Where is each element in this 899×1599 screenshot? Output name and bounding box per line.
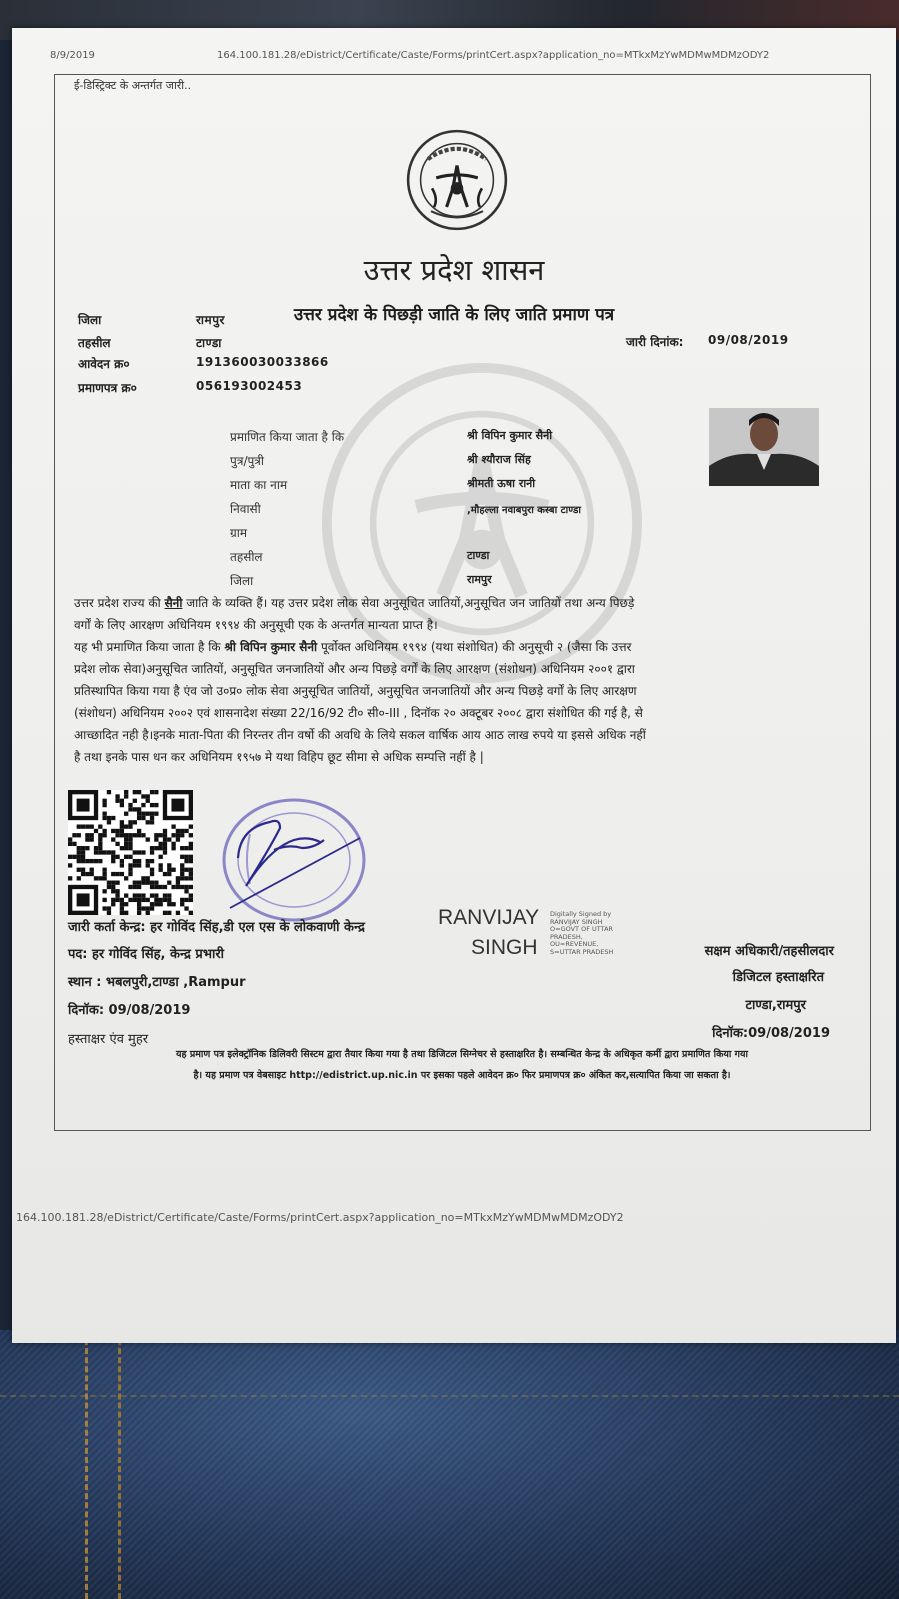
applicant-name: श्री विपिन कुमार सैनी: [224, 640, 318, 654]
certificate-subtitle: उत्तर प्रदेश के पिछड़ी जाति के लिए जाति प्रमाण पत्र: [293, 305, 615, 325]
para2-text: (संशोधन) अधिनियम २००२ एवं शासनादेश संख्या 22/16/92 टी० सी०-III , दिनॉक २० अक्टूबर २००८ द्वारा संशोधित की गई है, से: [74, 706, 643, 720]
field-value-district: रामपुर: [467, 573, 492, 586]
field-label: निवासी: [230, 502, 261, 516]
para1-text: जाति के व्यक्ति हैं। यह उत्तर प्रदेश लोक सेवा अनुसूचित जातियों,अनुसूचित जन जातियों तथा अन्य पिछड़े: [182, 596, 635, 610]
issuer-post: पद: हर गोविंद सिंह, केन्द्र प्रभारी: [68, 947, 225, 962]
field-label: जिला: [230, 574, 254, 588]
field-label: ग्राम: [230, 526, 248, 540]
certificate-number: 056193002453: [196, 379, 303, 393]
field-value-mother: श्रीमती ऊषा रानी: [467, 477, 536, 490]
qr-code-icon: [68, 790, 193, 915]
para2-text: प्रदेश लोक सेवा)अनुसूचित जातियों, अनुसूचित जनजातियों और अन्य पिछड़े वर्गों के लिए आरक्षण (संशोधन) अधिनियम २००१ द्वारा: [74, 662, 635, 676]
para2-text: प्रतिस्थापित किया गया है एंव जो उ०प्र० लोक सेवा अनुसूचित जातियों, अनुसूचित जनजातियों और अन्य पिछड़े वर्गों के लिए आरक्षण: [74, 684, 637, 698]
certification-paragraph-2: [74, 636, 849, 768]
tehsil-label: तहसील: [78, 336, 111, 350]
background-jeans: [0, 1330, 899, 1599]
footer-note-line: यह प्रमाण पत्र इलेक्ट्रॉनिक डिलिवरी सिस्टम द्वारा तैयार किया गया है तथा डिजिटल सिग्नेचर से हस्ताक्षरित है। सम्बन्धित केन्द्र के अधिकृत कर्मी द्वारा प्रमाणित किया गया: [175, 1049, 748, 1060]
digsig-line: RANVIJAY SINGH: [550, 917, 603, 926]
field-value-name: श्री विपिन कुमार सैनी: [467, 429, 553, 442]
issuing-centre: जारी कर्ता केन्द्र: हर गोविंद सिंह,डी एल एस के लोकवाणी केन्द्र: [68, 920, 365, 935]
footer-note: [62, 1044, 862, 1086]
digsig-line: O=GOVT OF UTTAR: [550, 925, 614, 933]
official-stamp-icon: [210, 788, 370, 928]
district-label: जिला: [78, 313, 102, 327]
jeans-seam: [85, 1330, 121, 1599]
authority-place: टाण्डा,रामपुर: [745, 998, 806, 1013]
issued-under-text: ई-डिस्ट्रिक्ट के अन्तर्गत जारी..: [74, 79, 192, 92]
certificate-label: प्रमाणपत्र क्र०: [78, 381, 137, 395]
signer-name-line2: SINGH: [471, 936, 538, 959]
application-label: आवेदन क्र०: [78, 357, 130, 371]
digsig-line: OU=REVENUE,: [550, 940, 599, 948]
field-value-tehsil: टाण्डा: [467, 549, 490, 562]
application-number: 191360030033866: [196, 355, 329, 369]
issue-date-label: जारी दिनांक:: [626, 335, 684, 349]
jeans-stitch: [0, 1395, 899, 1397]
field-label: तहसील: [230, 550, 263, 564]
para1-text: उत्तर प्रदेश राज्य की: [74, 596, 165, 610]
district-value: रामपुर: [196, 313, 225, 327]
para1-text: वर्गों के लिए आरक्षण अधिनियम १९९४ की अनुसूची एक के अन्तर्गत मान्यता प्राप्त है।: [74, 618, 438, 632]
para2-text: है तथा इनके पास धन कर अधिनियम १९५७ मे यथा विहिप छूट सीमा से अधिक सम्पत्ति नहीं है |: [74, 750, 484, 764]
applicant-photo: [709, 408, 819, 486]
signature-seal-label: हस्ताक्षर एंव मुहर: [68, 1032, 149, 1047]
authority-digital: डिजिटल हस्ताक्षरित: [732, 970, 824, 985]
issue-date-value: 09/08/2019: [708, 333, 789, 347]
government-title: उत्तर प्रदेश शासन: [363, 253, 545, 287]
footer-note-line: है। यह प्रमाण पत्र वेबसाइट http://edistrict.up.nic.in पर इसका पहले आवेदन क्र० फिर प्रमाणपत्र क्र० अंकित कर,सत्यापित किया जा सकता है।: [193, 1070, 731, 1081]
certificate-page: [12, 28, 896, 1343]
caste-name: सैनी: [164, 596, 183, 610]
certification-paragraph-1: [74, 592, 849, 636]
digsig-line: PRADESH,: [550, 932, 583, 941]
authority-date: दिनॉक:09/08/2019: [712, 1026, 830, 1041]
signer-name-line1: RANVIJAY: [438, 906, 540, 929]
field-value-father: श्री श्यौराज सिंह: [467, 453, 531, 466]
field-value-residence: ,मौहल्ला नवाबपुरा कस्बा टाण्डा: [467, 505, 581, 516]
digsig-line: Digitally Signed by: [550, 910, 612, 918]
digsig-line: S=UTTAR PRADESH: [550, 947, 614, 956]
print-date: 8/9/2019: [50, 50, 95, 61]
issuer-place: स्थान : भबलपुरी,टाण्डा ,Rampur: [68, 975, 246, 990]
field-label: प्रमाणित किया जाता है कि: [230, 430, 345, 444]
footer-url: 164.100.181.28/eDistrict/Certificate/Caste/Forms/printCert.aspx?application_no=MTkxMzYwMDMwMDMzODY2: [16, 1211, 624, 1224]
field-label: पुत्र/पुत्री: [230, 454, 265, 468]
para2-text: पूर्वोक्त अधिनियम १९९४ (यथा संशोधित) की अनुसूची २ (जैसा कि उत्तर: [317, 640, 632, 654]
authority-title: सक्षम अधिकारी/तहसीलदार: [704, 944, 834, 959]
print-url: 164.100.181.28/eDistrict/Certificate/Caste/Forms/printCert.aspx?application_no=MTkxMzYwMDMwMDMzODY2: [217, 50, 770, 61]
field-label: माता का नाम: [230, 478, 288, 492]
para2-text: यह भी प्रमाणित किया जाता है कि: [74, 640, 225, 654]
para2-text: आच्छादित नही है।इनके माता-पिता की निरन्तर तीन वर्षो की अवधि के लिये सकल वार्षिक आय आठ लाख रुपये या इससे अधिक नहीं: [74, 728, 646, 742]
issuer-date: दिनॉक: 09/08/2019: [68, 1003, 191, 1018]
up-emblem-icon: [405, 128, 509, 232]
tehsil-value: टाण्डा: [196, 336, 222, 350]
